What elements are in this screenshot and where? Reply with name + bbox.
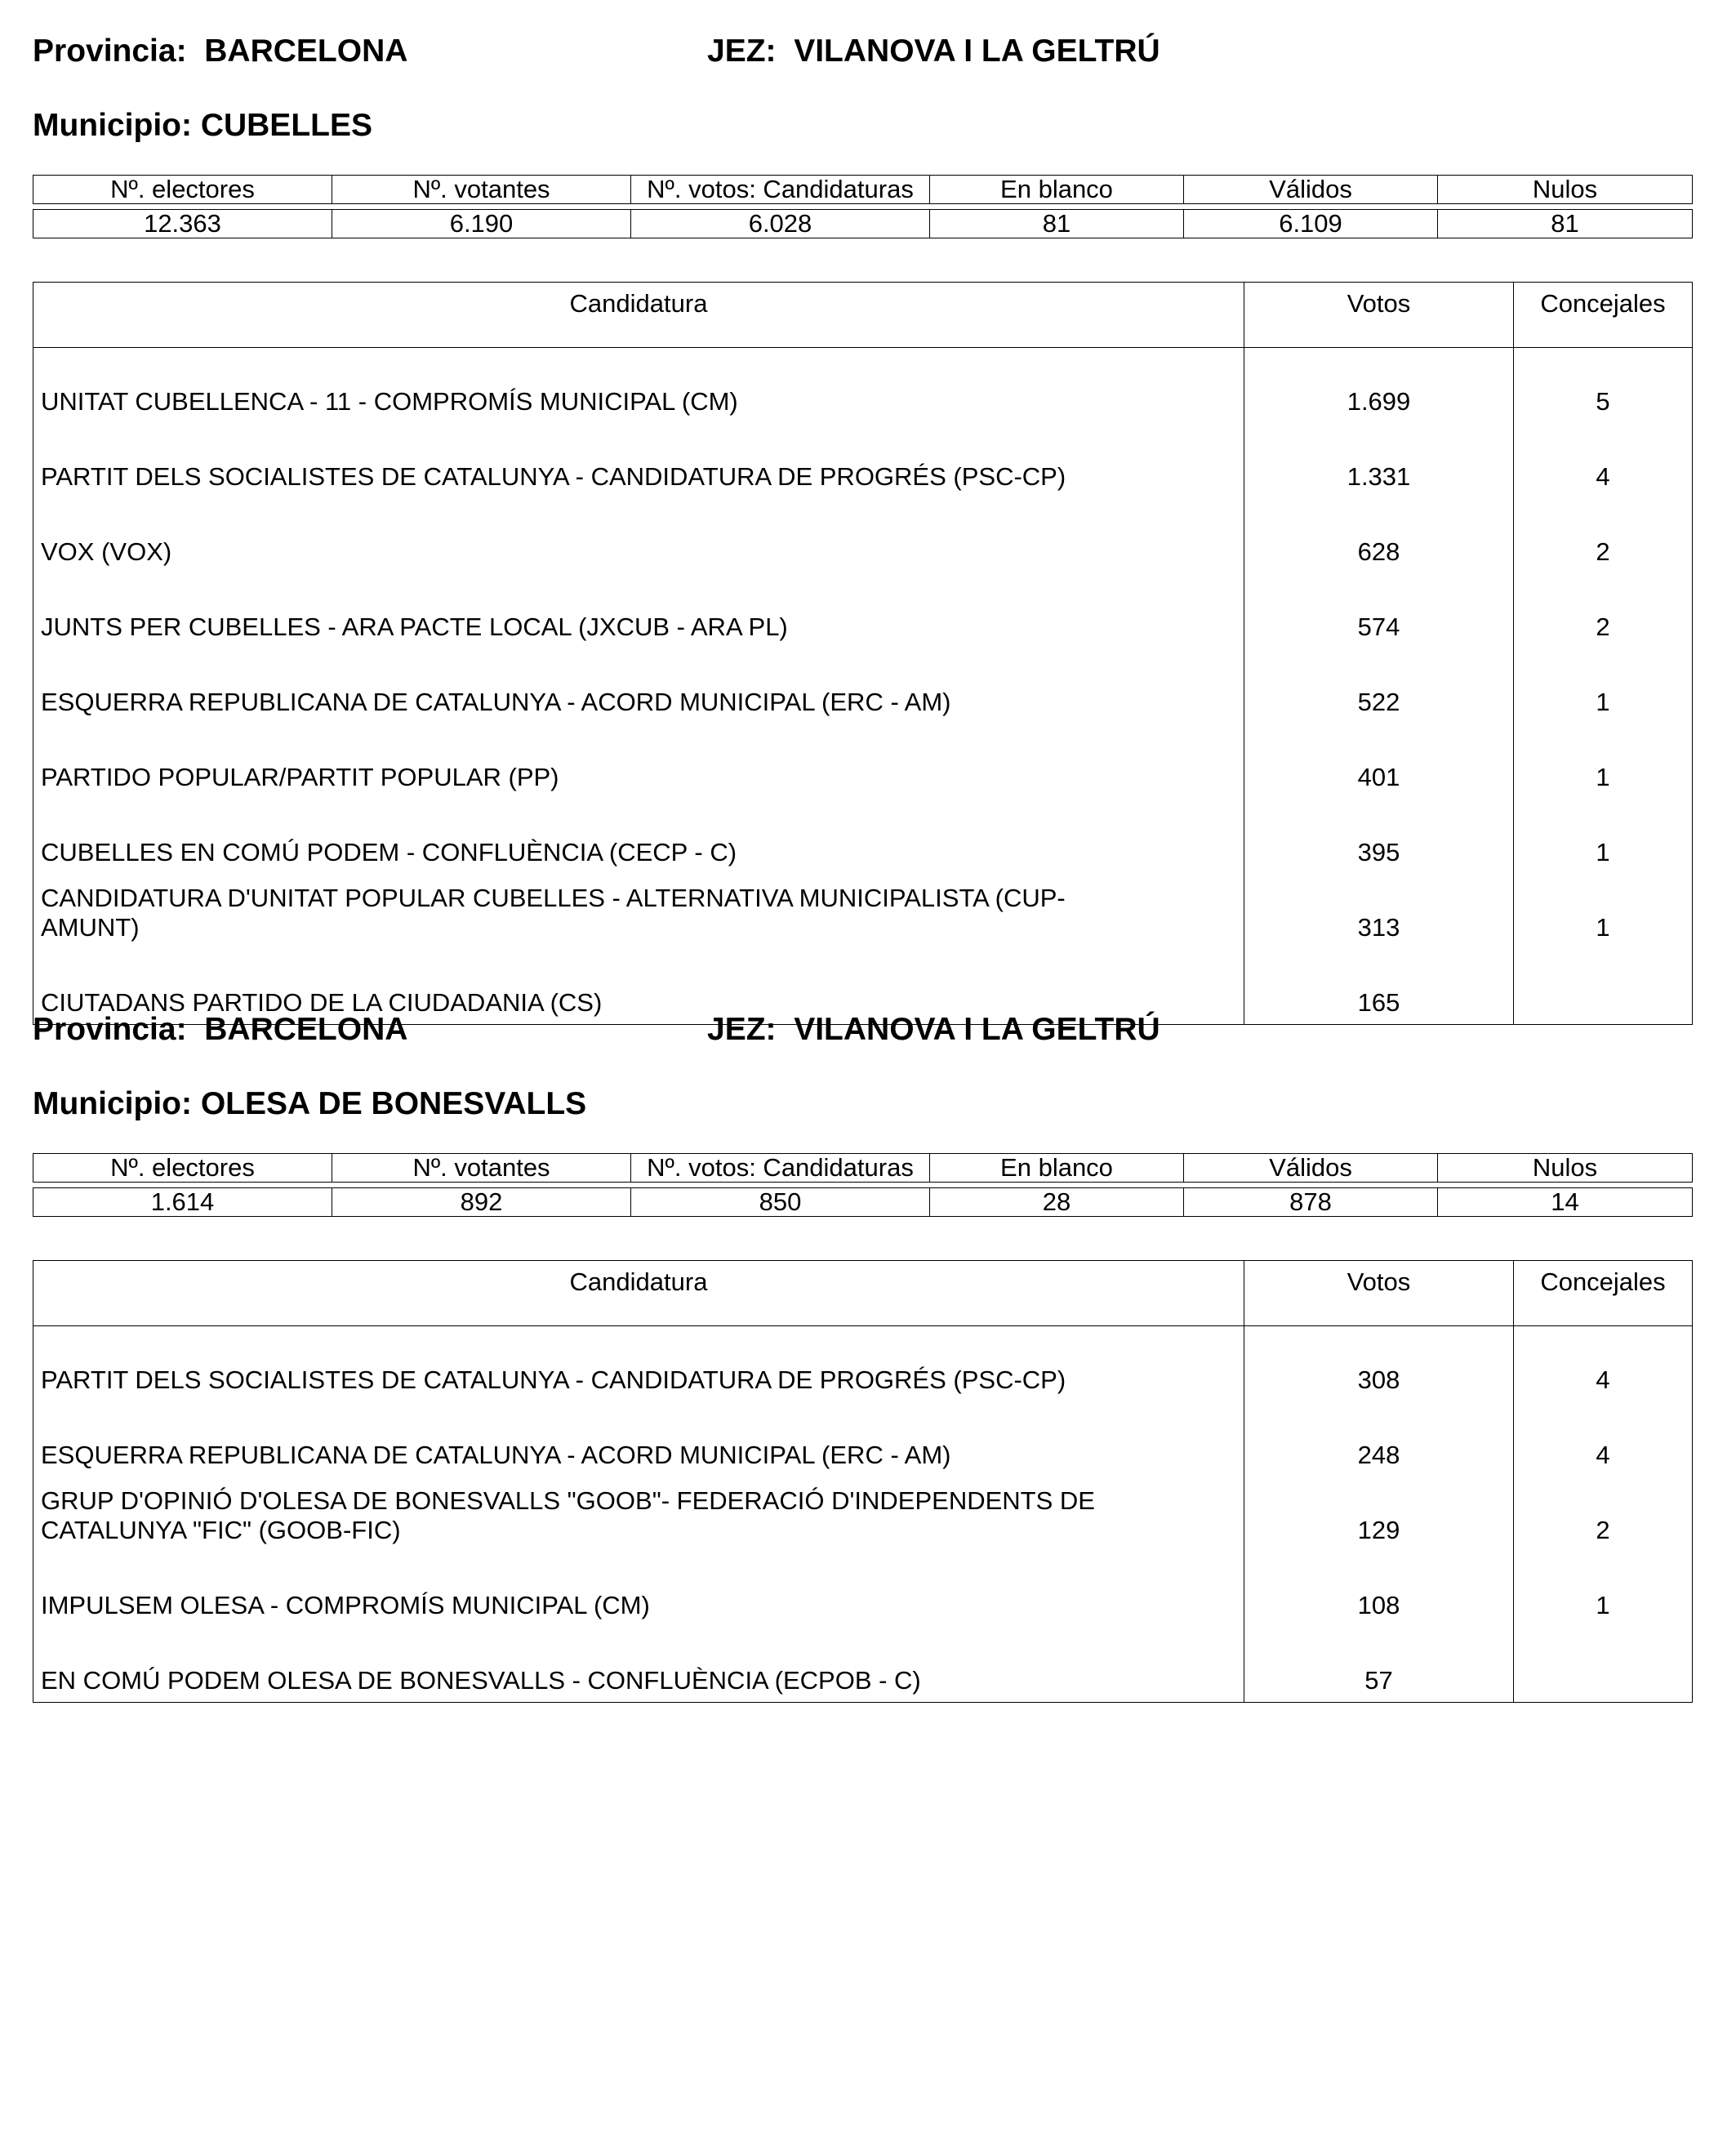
municipio-value: CUBELLES [200,108,372,143]
votes-value: 628 [1244,498,1514,573]
votes-value: 108 [1244,1552,1514,1627]
stats-header-row [33,1154,1693,1183]
table-row [33,498,1693,573]
concejales-header: Concejales [1514,283,1693,348]
stats-value-cell: 6.028 [631,210,930,238]
seats-value: 1 [1596,838,1610,866]
seats-value: 2 [1596,537,1610,566]
stats-header-cell: Nº. electores [33,176,332,204]
candidatura-name: GRUP D'OPINIÓ D'OLESA DE BONESVALLS "GOOB"- FEDERACIÓ D'INDEPENDENTS DE CATALUNYA "FIC" (GOOB-FIC) [33,1477,1244,1552]
municipio-label: Municipio: [33,1086,192,1121]
candidatura-name: VOX (VOX) [33,498,1244,573]
candidatura-name: CANDIDATURA D'UNITAT POPULAR CUBELLES - ALTERNATIVA MUNICIPALISTA (CUP-AMUNT) [33,874,1244,949]
jez-value: VILANOVA I LA GELTRÚ [794,1012,1160,1047]
stats-header-cell: En blanco [930,1154,1184,1183]
municipality-section [33,31,1692,1017]
seats-value: 2 [1596,612,1610,641]
stats-value-cell: 850 [631,1188,930,1217]
candidatura-name: CIUTADANS PARTIDO DE LA CIUDADANIA (CS) [33,949,1244,1025]
candidatura-name: EN COMÚ PODEM OLESA DE BONESVALLS - CONFLUÈNCIA (ECPOB - C) [33,1627,1244,1703]
province-header [33,33,1160,70]
table-row [33,1627,1693,1703]
stats-header-cell: Nulos [1438,1154,1693,1183]
stats-gap [33,1183,1693,1188]
stats-header-cell: Nº. votantes [332,176,631,204]
municipio-header [33,107,372,145]
stats-value-cell: 6.190 [332,210,631,238]
table-row [33,1477,1693,1552]
votes-value: 395 [1244,799,1514,874]
results-table [33,1260,1693,1703]
stats-gap [33,204,1693,210]
stats-table [33,175,1693,238]
candidatura-name: UNITAT CUBELLENCA - 11 - COMPROMÍS MUNICIPAL (CM) [33,348,1244,424]
votes-value: 522 [1244,648,1514,724]
seats-value: 5 [1596,387,1610,416]
seats-value: 4 [1596,1441,1610,1469]
votes-value: 308 [1244,1326,1514,1402]
votos-header: Votos [1244,283,1514,348]
provincia-value: BARCELONA [204,33,408,69]
jez-header [707,33,1160,70]
votes-value: 57 [1244,1627,1514,1703]
stats-value-cell: 1.614 [33,1188,332,1217]
municipio-label: Municipio: [33,108,192,143]
votos-header: Votos [1244,1261,1514,1326]
results-header-row [33,1261,1693,1326]
candidatura-name: ESQUERRA REPUBLICANA DE CATALUNYA - ACORD MUNICIPAL (ERC - AM) [33,648,1244,724]
municipio-value: OLESA DE BONESVALLS [200,1086,587,1121]
votes-value: 1.699 [1244,348,1514,424]
results-table [33,282,1693,1025]
stats-value-cell: 14 [1438,1188,1693,1217]
stats-value-row [33,1188,1693,1217]
province-header [33,1011,1160,1049]
stats-header-cell: Nº. votos: Candidaturas [631,176,930,204]
jez-value: VILANOVA I LA GELTRÚ [794,33,1160,69]
votes-value: 248 [1244,1401,1514,1477]
municipio-header [33,1085,586,1123]
concejales-header: Concejales [1514,1261,1693,1326]
seats-value: 2 [1596,1516,1610,1544]
candidatura-name: CUBELLES EN COMÚ PODEM - CONFLUÈNCIA (CECP - C) [33,799,1244,874]
candidatura-name: ESQUERRA REPUBLICANA DE CATALUNYA - ACORD MUNICIPAL (ERC - AM) [33,1401,1244,1477]
table-row [33,648,1693,724]
stats-value-cell: 12.363 [33,210,332,238]
stats-header-row [33,176,1693,204]
seats-value: 1 [1596,1591,1610,1619]
jez-header [707,1011,1160,1049]
votes-value: 401 [1244,724,1514,799]
candidatura-name: IMPULSEM OLESA - COMPROMÍS MUNICIPAL (CM) [33,1552,1244,1627]
votes-value: 1.331 [1244,423,1514,498]
votes-value: 165 [1244,949,1514,1025]
provincia-value: BARCELONA [204,1012,408,1047]
candidatura-name: JUNTS PER CUBELLES - ARA PACTE LOCAL (JXCUB - ARA PL) [33,573,1244,648]
stats-header-cell: En blanco [930,176,1184,204]
stats-value-cell: 81 [930,210,1184,238]
table-row [33,348,1693,424]
stats-table [33,1153,1693,1217]
stats-header-cell: Nº. votos: Candidaturas [631,1154,930,1183]
stats-value-cell: 878 [1184,1188,1438,1217]
seats-value: 1 [1596,763,1610,791]
stats-header-cell: Nº. votantes [332,1154,631,1183]
seats-value [1514,1627,1693,1703]
stats-value-row [33,210,1693,238]
provincia-label: Provincia: [33,1012,187,1047]
candidatura-name: PARTIT DELS SOCIALISTES DE CATALUNYA - CANDIDATURA DE PROGRÉS (PSC-CP) [33,1326,1244,1402]
table-row [33,573,1693,648]
jez-label: JEZ: [707,1012,777,1047]
stats-header-cell: Válidos [1184,1154,1438,1183]
votes-value: 574 [1244,573,1514,648]
stats-value-cell: 81 [1438,210,1693,238]
results-header-row [33,283,1693,348]
municipality-section [33,1009,1692,1695]
table-row [33,724,1693,799]
stats-value-cell: 28 [930,1188,1184,1217]
stats-header-cell: Válidos [1184,176,1438,204]
seats-value: 1 [1596,913,1610,942]
votes-value: 313 [1244,874,1514,949]
table-row [33,1401,1693,1477]
candidatura-name: PARTIT DELS SOCIALISTES DE CATALUNYA - CANDIDATURA DE PROGRÉS (PSC-CP) [33,423,1244,498]
table-row [33,799,1693,874]
candidatura-header: Candidatura [33,1261,1244,1326]
seats-value: 1 [1596,688,1610,716]
seats-value: 4 [1596,1365,1610,1394]
jez-label: JEZ: [707,33,777,69]
provincia-label: Provincia: [33,33,187,69]
stats-value-cell: 6.109 [1184,210,1438,238]
table-row [33,1326,1693,1402]
stats-header-cell: Nulos [1438,176,1693,204]
candidatura-header: Candidatura [33,283,1244,348]
table-row [33,874,1693,949]
table-row [33,1552,1693,1627]
stats-header-cell: Nº. electores [33,1154,332,1183]
seats-value: 4 [1596,462,1610,491]
votes-value: 129 [1244,1477,1514,1552]
stats-value-cell: 892 [332,1188,631,1217]
table-row [33,423,1693,498]
candidatura-name: PARTIDO POPULAR/PARTIT POPULAR (PP) [33,724,1244,799]
